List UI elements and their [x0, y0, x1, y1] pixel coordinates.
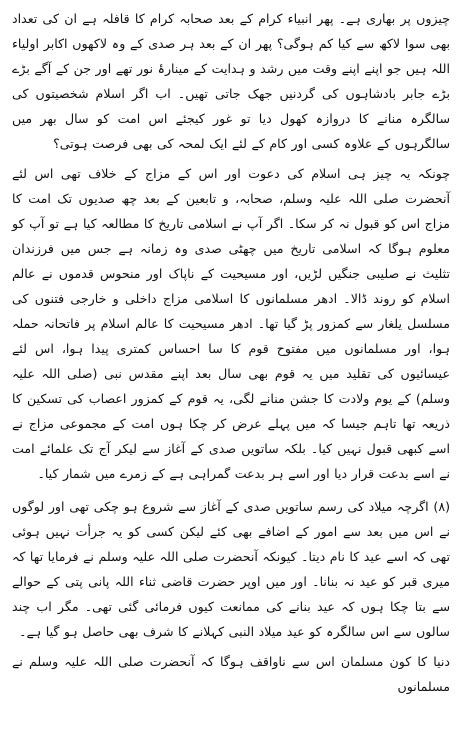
paragraph-4: دنیا کا کون مسلمان اس سے ناواقف ہوگا کہ آنحضرت صلی اللہ علیہ وسلم نے مسلمانوں — [12, 654, 450, 694]
paragraph-2: چونکہ یہ چیز ہی اسلام کی دعوت اور اس کے مزاج کے خلاف تھی اس لئے آنحضرت صلی اللہ علیہ وسلم، صحابہ، و تابعین کے بعد چھ صدیوں تک امت کا مزاج اس کو قبول نہ کر سکا۔ اگر آپ نے اسلامی تاریخ کا مطالعہ کیا ہے تو آپ کو معلوم ہوگا کہ اسلامی تاریخ میں چھٹی صدی وہ زمانہ ہے جس میں فرزندان تثلیث نے صلیبی جنگیں لڑیں، اور مسیحیت کے ناپاک اور منحوس قدموں نے عالم اسلام کو روند ڈالا۔ ادھر مسلمانوں کا اسلامی مزاج داخلی و خارجی فتنوں کی مسلسل یلغار سے کمزور پڑ گیا تھا۔ ادھر مسیحیت کا عالم اسلام پر فاتحانہ حملہ ہوا، اور مسلمانوں میں مفتوح قوم کا سا احساس کمتری پیدا ہوا، اس لئے عیسائیوں کی تقلید میں یہ قوم بھی سال بعد اپنے مقدس نبی (صلی اللہ علیہ وسلم) کے یوم ولادت کا جشن منانے لگی، یہ قوم کے کمزور اعصاب کی تسکین کا ذریعہ تھا تاہم جیسا کہ میں پہلے عرض کر چکا ہوں امت کے مجموعی مزاج نے اسے کبھی قبول نہیں کیا۔ بلکہ ساتویں صدی کے آغاز سے لیکر آج تک علمائے امت نے اسے بدعت قرار دیا اور اسے ہر بدعت گمراہی ہے کے زمرے میں شمار کیا۔ — [12, 166, 450, 481]
paragraph-3-note-8: (۸) اگرچہ میلاد کی رسم ساتویں صدی کے آغاز سے شروع ہو چکی تھی اور لوگوں نے اس میں بعد سے امور کے اضافے بھی کئے لیکن کسی کو یہ جرأت نہیں ہوئی تھی کہ اسے عید کا نام دیتا۔ کیونکہ آنحضرت صلی اللہ علیہ وسلم نے فرمایا تھا کہ میری قبر کو عید نہ بنانا۔ اور میں اوپر حضرت قاضی ثناء اللہ پانی پتی کے حوالے سے بتا چکا ہوں کہ عید بنانے کی ممانعت کیوں فرمائی گئی تھی۔ مگر اب چند سالوں سے اس سالگرہ کو عید میلاد النبی کہلانے کا شرف بھی حاصل ہو گیا ہے۔ — [12, 499, 450, 639]
paragraph-1: چیزوں پر بھاری ہے۔ پھر انبیاء کرام کے بعد صحابہ کرام کا قافلہ ہے ان کی تعداد بھی سوا لاکھ سے کیا کم ہوگی؟ پھر ان کے بعد ہر صدی کے وہ لاکھوں اکابر اولیاء اللہ ہیں جو اپنے اپنے وقت میں رشد و ہدایت کے مینارۂ نور تھے اور جن کے آگے بڑے بڑے جابر بادشاہوں کی گردنیں جھک جاتی تھیں۔ اب اگر اسلام شخصیتوں کی سالگرہ منانے کا دروازہ کھول دیا تو غور کیجئے اس امت کو سال بھر میں سالگرہوں کے علاوہ کسی اور کام کے لئے ایک لمحہ کی بھی فرصت ہوتی؟ — [12, 11, 450, 151]
